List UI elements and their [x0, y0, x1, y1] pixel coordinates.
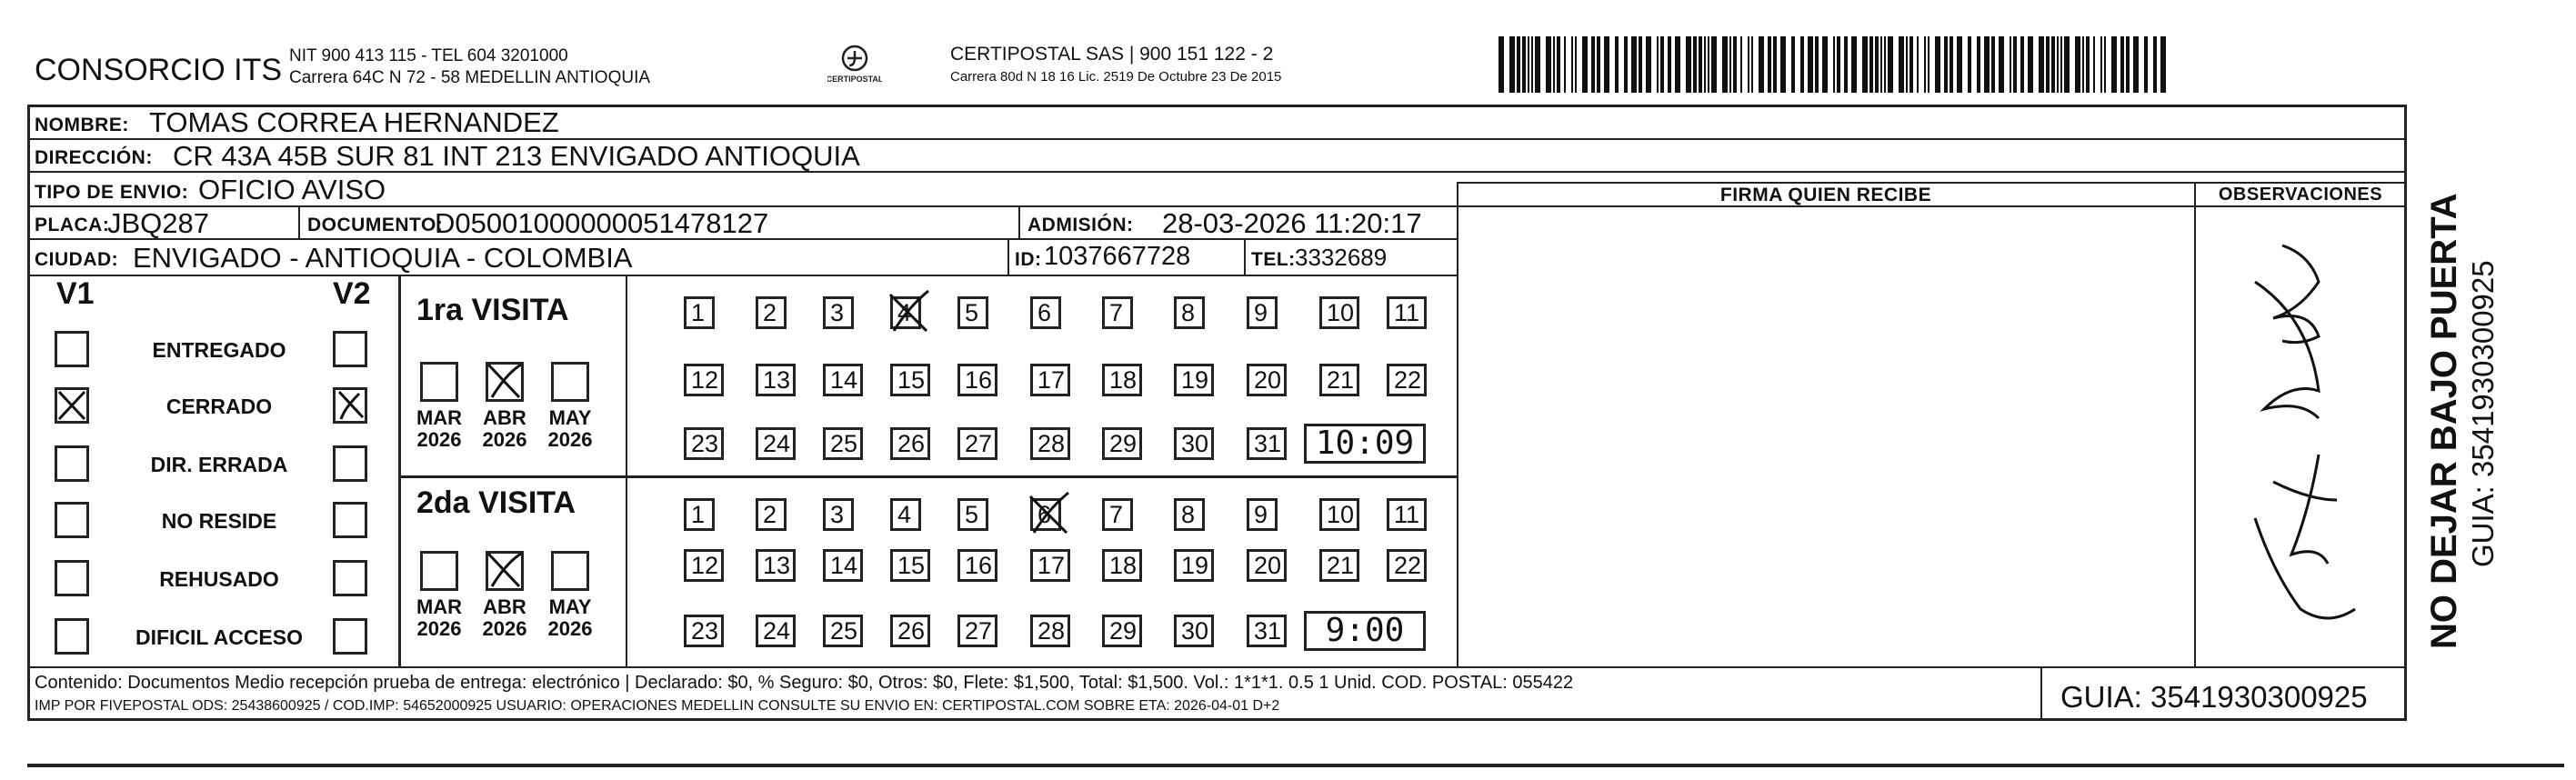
first-visit-day-box[interactable]: 17	[1030, 364, 1070, 396]
v1-checkbox[interactable]	[55, 445, 89, 482]
second-visit-month-label: MAY 2026	[547, 595, 593, 640]
first-visit-day-box[interactable]: 14	[823, 364, 863, 396]
first-visit-time-box[interactable]: 10:09	[1304, 424, 1426, 464]
first-visit-day-box[interactable]: 2	[756, 296, 787, 329]
first-visit-day-box[interactable]: 22	[1387, 364, 1427, 396]
first-visit-day-box[interactable]: 1	[684, 296, 715, 329]
second-visit-day-box[interactable]: 6	[1030, 498, 1061, 531]
x-mark-icon	[488, 554, 521, 588]
admision-label: ADMISIÓN:	[1027, 215, 1134, 235]
v2-checkbox[interactable]	[333, 560, 367, 596]
tipo-envio-label: TIPO DE ENVIO:	[35, 182, 189, 203]
first-visit-day-box[interactable]: 23	[684, 427, 724, 460]
first-visit-month-checkbox[interactable]	[486, 362, 524, 402]
second-visit-day-box[interactable]: 16	[957, 549, 997, 582]
first-visit-day-box[interactable]: 31	[1247, 427, 1287, 460]
second-visit-day-box[interactable]: 13	[756, 549, 796, 582]
second-visit-day-box[interactable]: 25	[823, 615, 863, 647]
status-label: DIR. ERRADA	[150, 453, 288, 476]
second-visit-day-box[interactable]: 9	[1247, 498, 1278, 531]
second-visit-day-box[interactable]: 4	[890, 498, 921, 531]
ciudad-label: CIUDAD:	[35, 249, 119, 270]
v1-label: V1	[56, 276, 95, 311]
v1-checkbox[interactable]	[55, 387, 89, 424]
first-visit-day-box[interactable]: 16	[957, 364, 997, 396]
second-visit-day-box[interactable]: 17	[1030, 549, 1070, 582]
v2-checkbox[interactable]	[333, 387, 367, 424]
x-mark-icon	[887, 289, 932, 335]
footer-contenido: Contenido: Documentos Medio recepción prueba de entrega: electrónico | Declarado: $0, % Seguro: $0, Otros: $0, Flete: $1,500, Total: $1,500. Vol.: 1*1*1. 0.5 1 Unid. COD. POSTAL: 055422	[35, 673, 1574, 693]
second-visit-day-box[interactable]: 12	[684, 549, 724, 582]
v2-checkbox[interactable]	[333, 618, 367, 655]
second-visit-month-checkbox[interactable]	[486, 551, 524, 591]
first-visit-day-box[interactable]: 29	[1102, 427, 1142, 460]
second-visit-month-checkbox[interactable]	[551, 551, 589, 591]
first-visit-day-box[interactable]: 21	[1319, 364, 1359, 396]
second-visit-day-box[interactable]: 11	[1387, 498, 1427, 531]
observations-signature	[2219, 227, 2364, 655]
second-visit-month-label: MAR 2026	[416, 595, 463, 640]
v2-checkbox[interactable]	[333, 331, 367, 367]
first-visit-day-box[interactable]: 3	[823, 296, 854, 329]
status-label: DIFICIL ACCESO	[135, 625, 303, 649]
second-visit-day-box[interactable]: 8	[1174, 498, 1205, 531]
courier-name: CERTIPOSTAL SAS | 900 151 122 - 2	[950, 44, 1274, 65]
status-label: ENTREGADO	[152, 338, 286, 362]
id-value: 1037667728	[1044, 242, 1191, 271]
nombre-label: NOMBRE:	[35, 115, 129, 135]
direccion-value: CR 43A 45B SUR 81 INT 213 ENVIGADO ANTIOQUIA	[173, 140, 860, 172]
observaciones-header: OBSERVACIONES	[2218, 185, 2383, 205]
first-visit-day-box[interactable]: 24	[756, 427, 796, 460]
first-visit-title: 1ra VISITA	[416, 293, 569, 327]
second-visit-day-box[interactable]: 2	[756, 498, 787, 531]
v1-checkbox[interactable]	[55, 331, 89, 367]
first-visit-day-box[interactable]: 6	[1030, 296, 1061, 329]
status-label: REHUSADO	[159, 567, 279, 591]
admision-value: 28-03-2026 11:20:17	[1162, 207, 1422, 239]
second-visit-day-box[interactable]: 15	[890, 549, 930, 582]
first-visit-day-box[interactable]: 27	[957, 427, 997, 460]
first-visit-month-label: ABR 2026	[482, 406, 527, 451]
side-guia: GUIA: 3541930300925	[2466, 260, 2500, 567]
second-visit-day-box[interactable]: 19	[1174, 549, 1214, 582]
first-visit-day-box[interactable]: 11	[1387, 296, 1427, 329]
second-visit-day-box[interactable]: 21	[1319, 549, 1359, 582]
first-visit-month-checkbox[interactable]	[551, 362, 589, 402]
svg-text:CERTIPOSTAL: CERTIPOSTAL	[827, 75, 882, 84]
second-visit-month-checkbox[interactable]	[420, 551, 458, 591]
second-visit-day-box[interactable]: 24	[756, 615, 796, 647]
documento-label: DOCUMENTO:	[307, 215, 444, 235]
x-mark-icon	[336, 390, 365, 421]
first-visit-day-box[interactable]: 9	[1247, 296, 1278, 329]
first-visit-day-box[interactable]: 15	[890, 364, 930, 396]
first-visit-day-box[interactable]: 18	[1102, 364, 1142, 396]
x-mark-icon	[488, 365, 521, 399]
nombre-value: TOMAS CORREA HERNANDEZ	[149, 106, 559, 138]
second-visit-day-box[interactable]: 18	[1102, 549, 1142, 582]
x-mark-icon	[57, 390, 86, 421]
first-visit-day-box[interactable]: 13	[756, 364, 796, 396]
v1-checkbox[interactable]	[55, 618, 89, 655]
first-visit-day-box[interactable]: 19	[1174, 364, 1214, 396]
second-visit-day-box[interactable]: 26	[890, 615, 930, 647]
tel-label: TEL:	[1251, 249, 1296, 270]
second-visit-day-box[interactable]: 29	[1102, 615, 1142, 647]
company-name: CONSORCIO ITS	[35, 53, 283, 87]
tipo-envio-value: OFICIO AVISO	[198, 174, 386, 205]
second-visit-title: 2da VISITA	[416, 485, 576, 520]
first-visit-day-box[interactable]: 28	[1030, 427, 1070, 460]
footer-imp: IMP POR FIVEPOSTAL ODS: 25438600925 / COD.IMP: 54652000925 USUARIO: OPERACIONES MEDELLIN CONSULTE SU ENVIO EN: CERTIPOSTAL.COM SOBRE ETA: 2026-04-01 D+2	[35, 698, 1280, 714]
first-visit-month-checkbox[interactable]	[420, 362, 458, 402]
first-visit-day-box[interactable]: 25	[823, 427, 863, 460]
second-visit-day-box[interactable]: 3	[823, 498, 854, 531]
id-label: ID:	[1015, 249, 1042, 270]
footer-guia: GUIA: 3541930300925	[2060, 680, 2368, 714]
barcode	[1498, 36, 2171, 96]
side-warning: NO DEJAR BAJO PUERTA	[2424, 193, 2464, 649]
first-visit-day-box[interactable]: 4	[890, 296, 921, 329]
second-visit-day-box[interactable]: 22	[1387, 549, 1427, 582]
second-visit-day-box[interactable]: 1	[684, 498, 715, 531]
first-visit-month-label: MAY 2026	[547, 406, 593, 451]
status-label: NO RESIDE	[161, 509, 277, 533]
first-visit-day-box[interactable]: 10	[1319, 296, 1359, 329]
first-visit-day-box[interactable]: 8	[1174, 296, 1205, 329]
firma-header: FIRMA QUIEN RECIBE	[1719, 185, 1932, 205]
x-mark-icon	[1027, 491, 1072, 536]
v1-checkbox[interactable]	[55, 502, 89, 538]
courier-address: Carrera 80d N 18 16 Lic. 2519 De Octubre 23 De 2015	[950, 69, 1282, 85]
second-visit-time-box[interactable]: 9:00	[1304, 611, 1426, 651]
v2-checkbox[interactable]	[333, 502, 367, 538]
ciudad-value: ENVIGADO - ANTIOQUIA - COLOMBIA	[133, 242, 633, 274]
second-visit-day-box[interactable]: 20	[1247, 549, 1287, 582]
placa-label: PLACA:	[35, 215, 110, 235]
company-address: Carrera 64C N 72 - 58 MEDELLIN ANTIOQUIA	[289, 68, 651, 87]
second-visit-month-label: ABR 2026	[482, 595, 527, 640]
v2-checkbox[interactable]	[333, 445, 367, 482]
second-visit-day-box[interactable]: 23	[684, 615, 724, 647]
direccion-label: DIRECCIÓN:	[35, 147, 153, 168]
status-label: CERRADO	[165, 395, 273, 418]
documento-value: D05001000000051478127	[435, 207, 769, 239]
tel-value: 3332689	[1295, 244, 1388, 271]
second-visit-day-box[interactable]: 7	[1102, 498, 1133, 531]
first-visit-day-box[interactable]: 7	[1102, 296, 1133, 329]
first-visit-day-box[interactable]: 5	[957, 296, 988, 329]
second-visit-day-box[interactable]: 5	[957, 498, 988, 531]
first-visit-day-box[interactable]: 20	[1247, 364, 1287, 396]
second-visit-day-box[interactable]: 14	[823, 549, 863, 582]
placa-value: JBQ287	[107, 207, 210, 239]
first-visit-day-box[interactable]: 12	[684, 364, 724, 396]
second-visit-day-box[interactable]: 10	[1319, 498, 1359, 531]
company-nit: NIT 900 413 115 - TEL 604 3201000	[289, 46, 568, 65]
second-visit-day-box[interactable]: 28	[1030, 615, 1070, 647]
v1-checkbox[interactable]	[55, 560, 89, 596]
second-visit-day-box[interactable]: 31	[1247, 615, 1287, 647]
first-visit-month-label: MAR 2026	[416, 406, 463, 451]
v2-label: V2	[333, 276, 371, 311]
second-visit-day-box[interactable]: 30	[1174, 615, 1214, 647]
first-visit-day-box[interactable]: 30	[1174, 427, 1214, 460]
first-visit-day-box[interactable]: 26	[890, 427, 930, 460]
second-visit-day-box[interactable]: 27	[957, 615, 997, 647]
certipostal-logo	[827, 42, 882, 89]
